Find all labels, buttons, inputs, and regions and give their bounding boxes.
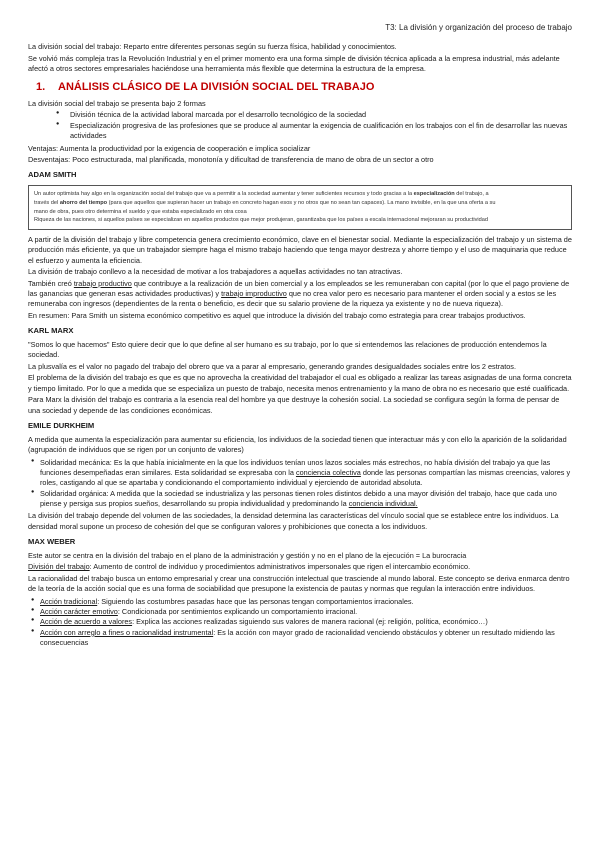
section-1-number: 1. [36,81,46,94]
individual-conscience-term: conciencia individual. [348,499,418,509]
list-item: ● Solidaridad orgánica: A medida que la sociedad se industrializa y las personas tienen roles distintos debido a una mayor división del trabajo, hace que cada uno piense y persiga sus propios sueños, desarrollando su propia individualidad y predominando la conciencia individual. [28,489,572,510]
weber-paragraph-3: La racionalidad del trabajo busca un entorno empresarial y crear una construcción intelectual que trasciende al mundo laboral. Este concepto se deriva enmarca dentro de la teoría de la acción social que es una forma de sociabilidad que presupone la existencia de pautas y normas que regulan la interacción entre individuos. [28,574,570,594]
section-1-title: ANÁLISIS CLÁSICO DE LA DIVISIÓN SOCIAL DEL TRABAJO [58,81,375,94]
quote-line-3: mano de obra, pues otro determina el sueldo y que estaba especializado en otra cosa [34,208,247,215]
marx-paragraph-4: Para Marx la división del trabajo es contraria a la esencia real del hombre ya que destruye la cohesión social. La sociedad se configura según la forma de pensar de una sociedad y depende de las condiciones económicas. [28,395,560,415]
intro-paragraph-2: Se volvió más compleja tras la Revolución Industrial y en el primer momento era una forma simple de división técnica aplicada a la empresa industrial, más adelante afectó a otros sectores empresariales haciéndose una herramienta más flexible que determina la estructura de la empresa. [28,53,560,73]
durkheim-paragraph-1: A medida que aumenta la especialización para aumentar su eficiencia, los individuos de la sociedad tienen que interactuar más y con ello la aparición de la solidaridad (agrupación de individuos que se rigen por un conjunto de valores) [28,434,567,455]
document-body [28,42,572,649]
weber-paragraph-1: Este autor se centra en la división del trabajo en el plano de la administración y gestión y no en el plano de la ejecución = La burocracia [28,550,467,560]
quote-line-4: Riqueza de las naciones, si aquellos países se especializan en aquellos productos que mejor produjeran, garantizaba que los países a escala internacional mejoraran su productividad [34,217,488,224]
list-item: ● División técnica de la actividad laboral marcada por el desarrollo tecnológico de la sociedad [28,110,572,120]
marx-paragraph-2: La plusvalía es el valor no pagado del trabajo del obrero que va a parar al empresario, generando grandes desigualdades sociales entre los 2 estratos. [28,361,516,371]
actions-list [28,597,572,649]
collective-conscience-term: conciencia colectiva [295,467,361,477]
list-item: ● Acción con arreglo a fines o racionalidad instrumental: Es la acción con mayor grado de racionalidad venciendo obstáculos y obtener un resultado midiendo las consecuencias [28,628,572,649]
desventajas-line: Desventajas: Poco estructurada, mal planificada, monotonía y dificultad de transferencia de mano de obra de un sector a otro [28,155,434,165]
marx-paragraph-3: El problema de la división del trabajo es que es que no aprovecha la creatividad del trabajador el cual es obligado a realizar las tareas asignadas de una forma concreta y tiempo limitado. Por lo que a medida que se especializa un puesto de trabajo, necesita menos entrenamiento y la mano de obra no es necesario que esté cualificada. [28,373,572,393]
ventajas-line: Ventajas: Aumenta la productividad por la exigencia de cooperación e implica socializar [28,143,311,153]
unproductive-work-term: trabajo improductivo [221,288,287,298]
smith-paragraph-2: La división de trabajo conllevo a la necesidad de motivar a los trabajadores a aquellas actividades no tan atractivas. [28,267,403,277]
smith-summary: En resumen: Para Smith un sistema económico competitivo es aquel que introduce la división del trabajo como estrategia para crear trabajos productivos. [28,310,526,320]
list-item: ● Acción de acuerdo a valores: Explica las acciones realizadas siguiendo sus valores de manera racional (ej: religión, política, económico…) [28,617,572,627]
marx-heading: KARL MARX [28,326,74,336]
section-1-lead: La división social del trabajo se presenta bajo 2 formas [28,98,206,108]
smith-paragraph-3: También creó trabajo productivo que contribuye a la realización de un bien comercial y a los empleados se les remuneraban con capital (por lo que el pago proviene de las ganancias que generan esas actividades productivas) y trabajo improductivo que no crea valor pero es necesario para mantener el orden social y a estos se les remuneraba con ingresos (dependientes de la renta o beneficio, es decir que su salario proviene de la riqueza ya existente y no de nueva riqueza). [28,278,570,309]
productive-work-term: trabajo productivo [73,278,132,288]
list-item: ● Acción tradicional: Siguiendo las costumbres pasadas hace que las personas tengan comportamientos irracionales. [28,597,572,607]
list-item: ● Solidaridad mecánica: Es la que había inicialmente en la que los individuos tenían unos lazos sociales más estrechos, no había división del trabajo ya que las funciones desempeñadas eran similares. Esta solidaridad se expresaba con la conciencia colectiva donde las personas compartían las mismas creencias, valores y roles, castigando al que se apartaba y condicionando el comportamiento individual y ejerciendo de autoridad absoluta. [28,458,572,489]
durkheim-paragraph-2: La división del trabajo depende del volumen de las sociedades, la densidad determina las características del vínculo social que se establece entre los individuos. La densidad moral supone un proceso de cohesión del que se configuran valores y prohibiciones que conecta a los individuos. [28,511,559,531]
intro-paragraph-1: La división social del trabajo: Reparto entre diferentes personas según su fuerza física, habilidad y conocimientos. [28,42,397,51]
quote-line-1: Un autor optimista hay algo en la organización social del trabajo que va a permitir a la sociedad aumentar y tener suficientes recursos y todo gracias a la especialización del trabajo, a [34,191,489,198]
section-1-heading [36,80,572,96]
marx-paragraph-1: "Somos lo que hacemos" Esto quiere decir que lo que define al ser humano es su trabajo, por lo que si entendemos las relaciones de producción entendemos la sociedad. [28,340,547,360]
durkheim-heading: EMILE DURKHEIM [28,421,95,431]
weber-heading: MAX WEBER [28,537,76,547]
list-item: ● Acción carácter emotivo: Condicionada por sentimientos explicando un comportamiento irracional. [28,607,572,617]
smith-paragraph-1: A partir de la división del trabajo y libre competencia genera crecimiento económico, clave en el bienestar social. Mediante la especialización del trabajo y un sistema de producción más eficiente, ya que un trabajador siempre haga el mismo trabajo haciendo que tenga mayor destreza y ahorre tiempo y el uso de maquinaria que reduce el esfuerzo y aumenta la eficiencia. [28,234,572,265]
quote-line-2: través del ahorro del tiempo (para que aquellos que supieran hacer un trabajo en concreto hagan esos y no otros que no sean tan capaces). La mano invisible, en la que una oferta a su [34,199,496,206]
page-header-title: T3: La división y organización del proceso de trabajo [385,23,572,32]
forms-list [28,110,572,141]
solidarity-list [28,458,572,510]
smith-heading: ADAM SMITH [28,170,77,180]
weber-paragraph-2: División del trabajo: Aumento de control de individuo y procedimientos administrativos impersonales que rigen el intercambio económico. [28,562,471,572]
list-item: ● Especialización progresiva de las profesiones que se produce al aumentar la exigencia de cualificación en los trabajos con el fin de desarrollar las nuevas actividades [28,121,572,142]
smith-quote-box [28,185,572,230]
